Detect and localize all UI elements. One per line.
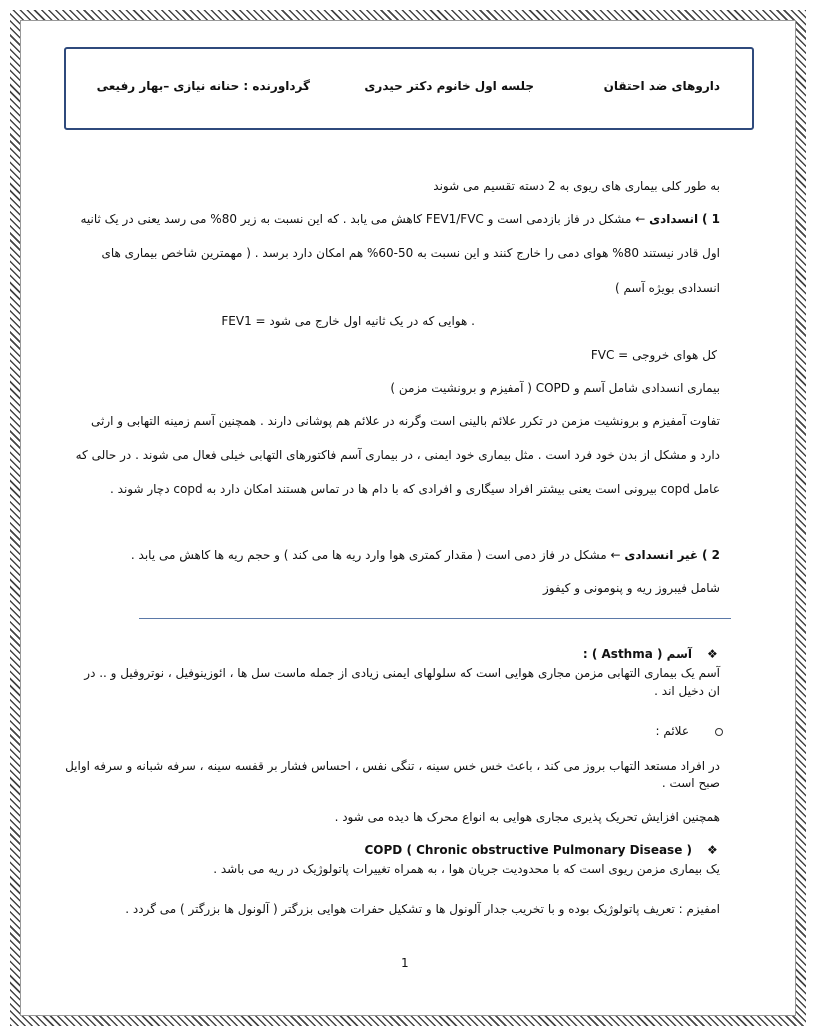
restrictive-term: غیر انسدادی <box>624 548 699 562</box>
obstructive-text-1: مشکل در فاز بازدمی است و FEV1/FVC کاهش می یابد . که این نسبت به زیر 80% می رسد یعنی در یک ثانیه <box>80 212 632 226</box>
symptoms-heading: علائم : <box>655 724 689 738</box>
obstructive-diseases: بیماری انسدادی شامل آسم و COPD ( آمفیزم و برونشیت مزمن ) <box>390 381 720 395</box>
asthma-line-1: آسم یک بیماری التهابی مزمن مجاری هوایی است که سلولهای ایمنی زیادی از جمله ماست سل ها ، ائوزینوفیل ، نوتروفیل و .. در <box>84 666 720 680</box>
copd-line-1: یک بیماری مزمن ریوی است که با محدودیت جریان هوا ، به همراه تغییرات پاتولوژیک در ریه می باشد . <box>213 862 720 876</box>
header-session: جلسه اول خانوم دکتر حیدری <box>364 79 534 93</box>
fev1-definition: FEV1 = هوایی که در یک ثانیه اول خارج می شود . <box>221 314 475 328</box>
header-title: داروهای ضد احتقان <box>603 79 720 93</box>
asthma-heading: آسم ( Asthma ) : <box>582 647 692 661</box>
symptoms-line-3: همچنین افزایش تحریک پذیری مجاری هوایی به انواع محرک ها دیده می شود . <box>334 810 720 824</box>
section-divider <box>139 618 731 619</box>
obstructive-line-2: اول قادر نیستند 80% هوای دمی را خارج کنند و این نسبت به 50-60% هم امکان دارد برسد . ( مهمترین شاخص بیماری های <box>101 246 720 260</box>
intro-line: به طور کلی بیماری های ریوی به 2 دسته تقسیم می شوند <box>433 179 720 193</box>
difference-line-1: تفاوت آمفیزم و برونشیت مزمن در تکرر علائم بالینی است وگرنه در علائم هم پوشانی دارند . همچنین آسم زمینه التهابی و ارثی <box>90 414 720 428</box>
circle-bullet-icon <box>715 728 723 736</box>
difference-line-3: عامل copd بیرونی است یعنی بیشتر افراد سیگاری و افرادی که با دام ها در تماس هستند امکان دارد به copd دچار شوند . <box>110 482 720 496</box>
restrictive-line-2: شامل فیبروز ریه و پنومونی و کیفوز <box>543 581 720 595</box>
obstructive-number: 1 ) <box>701 212 720 226</box>
header-compilers: گرداورنده : حنانه نیازی –بهار رفیعی <box>96 79 310 93</box>
obstructive-line-3: انسدادی بویژه آسم ) <box>614 281 720 295</box>
symptoms-line-1: در افراد مستعد التهاب بروز می کند ، باعث خس خس سینه ، تنگی نفس ، احساس فشار بر قفسه سینه ، سرفه شبانه و سرفه اوایل <box>65 759 720 773</box>
symptoms-line-2: صبح است . <box>661 776 720 790</box>
restrictive-number: 2 ) <box>701 548 720 562</box>
fvc-definition: FVC = کل هوای خروجی <box>590 348 717 362</box>
diamond-bullet-icon: ❖ <box>707 843 718 857</box>
obstructive-term: انسدادی <box>649 212 699 226</box>
restrictive-line-1 <box>131 547 720 563</box>
diamond-bullet-icon: ❖ <box>707 647 718 661</box>
difference-line-2: دارد و مشکل از بدن خود فرد است . مثل بیماری خود ایمنی ، در بیماری آسم فاکتورهای التهابی خیلی فعال می شوند . در حالی که <box>75 448 720 462</box>
obstructive-line-1 <box>80 211 720 227</box>
arrow-icon: ← <box>610 548 621 562</box>
asthma-line-2: ان دخیل اند . <box>654 684 720 698</box>
restrictive-text-1: مشکل در فاز دمی است ( مقدار کمتری هوا وارد ریه ها می کند ) و حجم ریه ها کاهش می یابد . <box>130 548 607 562</box>
copd-line-2: امفیزم : تعریف پاتولوژیک بوده و با تخریب جدار آلونول ها و تشکیل حفرات هوایی بزرگتر ( آلونول ها بزرگتر ) می گردد . <box>125 902 720 916</box>
arrow-icon: ← <box>635 212 646 226</box>
page-number: 1 <box>401 956 409 970</box>
copd-heading: COPD ( Chronic obstructive Pulmonary Disease ) <box>364 843 692 857</box>
